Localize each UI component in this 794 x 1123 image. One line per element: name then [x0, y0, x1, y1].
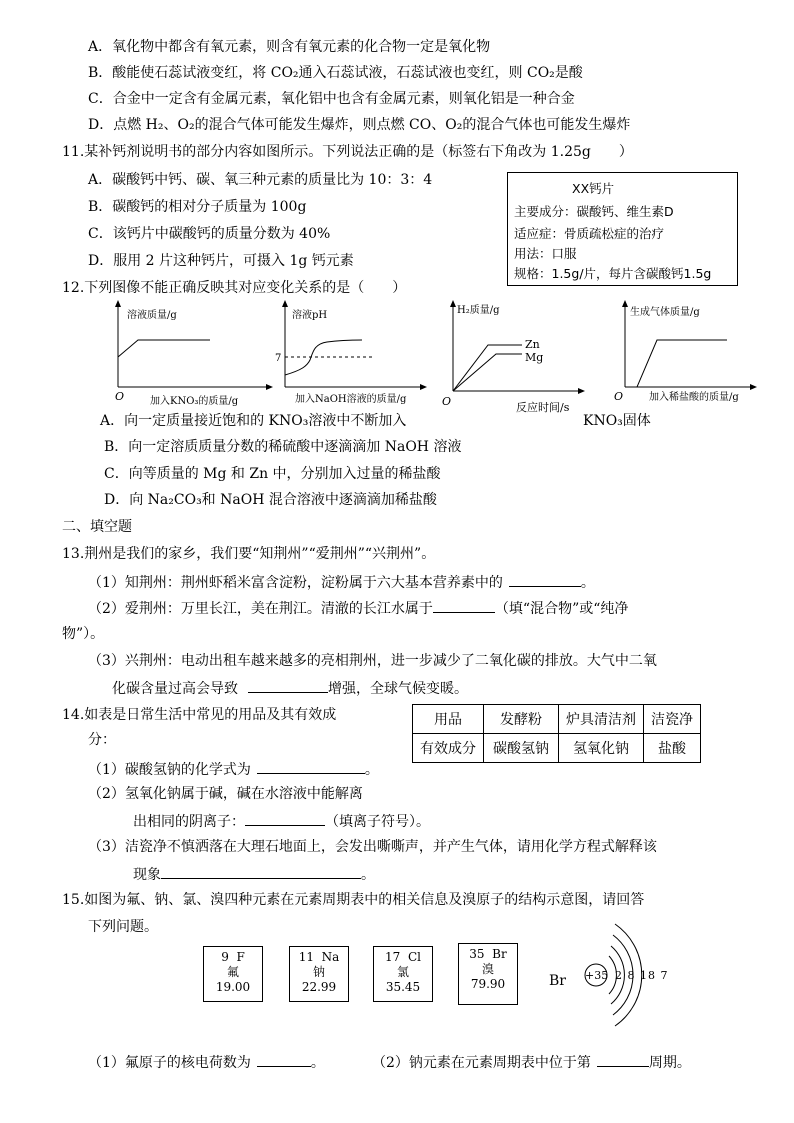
q11-stem: 11.某补钙剂说明书的部分内容如图所示。下列说法正确的是（标签右下角改为 1.25g ）: [62, 144, 633, 160]
q14-part1-end: 。: [364, 762, 379, 778]
q12-option-c: C．向等质量的 Mg 和 Zn 中，分别加入过量的稀盐酸: [104, 466, 441, 482]
graph3-ylabel: H₂质量/g: [457, 305, 500, 316]
q13-part2: [88, 598, 628, 618]
q11-option-d: D．服用 2 片这种钙片，可摄入 1g 钙元素: [88, 253, 354, 269]
q14-part2-cont-text: 出相同的阴离子：: [133, 814, 245, 830]
graph2-ylabel: 溶液pH: [292, 310, 328, 321]
q15-part1: [88, 1052, 325, 1072]
q15-part1-end: 。: [310, 1055, 325, 1071]
q13-part3-cont-text: 化碳含量过高会导致: [112, 681, 238, 697]
q10-option-a: A．氧化物中都含有氧元素，则含有氧元素的化合物一定是氧化物: [88, 39, 491, 55]
product-ingredient-table: [412, 704, 701, 763]
element-mass: 79.90: [470, 977, 506, 991]
q12-option-a-tail: KNO₃固体: [583, 413, 651, 429]
q12-option-a: A．向一定质量接近饱和的 KNO₃溶液中不断加入: [100, 413, 407, 429]
element-name: 溴: [481, 962, 494, 976]
q13-part2-end: （填“混合物”或“纯净: [494, 601, 629, 617]
element-number-symbol: 35 Br: [469, 947, 507, 961]
q12-stem: 12.下列图像不能正确反映其对应变化关系的是（ ）: [62, 280, 407, 296]
label-title: XX钙片: [572, 181, 615, 196]
label-line-indication: 适应症：骨质疏松症的治疗: [514, 226, 665, 241]
q13-answer1-blank[interactable]: [509, 572, 581, 587]
element-number-symbol: 17 Cl: [385, 950, 421, 964]
table-cell: 洁瓷净: [644, 705, 701, 734]
q14-part3: （3）洁瓷净不慎洒落在大理石地面上，会发出嘶嘶声，并产生气体，请用化学方程式解释该: [88, 839, 657, 855]
q14-part1: [88, 759, 379, 779]
q11-option-b: B．碳酸钙的相对分子质量为 100g: [88, 199, 307, 215]
element-card-chlorine: [373, 946, 433, 1002]
q11-option-a: A．碳酸钙中钙、碳、氧三种元素的质量比为 10：3：4: [88, 172, 433, 188]
q14-stem-cont: 分：: [88, 732, 116, 748]
table-cell: 盐酸: [644, 734, 701, 763]
q14-stem: 14.如表是日常生活中常见的用品及其有效成: [62, 707, 337, 723]
q13-part3-end: 增强，全球气候变暖。: [328, 681, 468, 697]
element-number-symbol: 9 F: [221, 950, 245, 964]
graph3-xlabel: 反应时间/s: [516, 401, 570, 414]
table-row: [413, 734, 701, 763]
graph-hydrogen-mass: [440, 298, 590, 414]
q13-part1: [88, 572, 595, 592]
q14-answer2-blank[interactable]: [245, 811, 325, 826]
q13-part2-text: （2）爱荆州：万里长江，美在荆江。清澈的长江水属于: [88, 601, 433, 617]
table-cell: 碳酸氢钠: [484, 734, 559, 763]
q15-answer1-blank[interactable]: [257, 1052, 311, 1067]
graph4-ylabel: 生成气体质量/g: [630, 307, 700, 318]
graph4-origin: O: [614, 390, 624, 403]
q10-option-b: B．酸能使石蕊试液变红，将 CO₂通入石蕊试液，石蕊试液也变红，则 CO₂是酸: [88, 65, 583, 81]
q10-option-d: D．点燃 H₂、O₂的混合气体可能发生爆炸，则点燃 CO、O₂的混合气体也可能发生爆炸: [88, 117, 631, 133]
graph1-xlabel: 加入KNO₃的质量/g: [150, 396, 239, 407]
q14-answer1-blank[interactable]: [257, 759, 365, 774]
graph-gas-mass: [612, 300, 762, 410]
element-mass: 22.99: [301, 980, 337, 994]
table-cell: 炉具清洁剂: [559, 705, 644, 734]
q14-part3-end: 。: [361, 867, 375, 883]
q13-part3-cont: [112, 678, 468, 698]
q15-stem-cont: 下列问题。: [88, 919, 158, 935]
graph3-origin: O: [442, 395, 452, 408]
graph3-series-mg: Mg: [525, 351, 544, 364]
q13-part1-end: 。: [580, 575, 595, 591]
q13-part2-cont: 物”）。: [62, 626, 105, 642]
q14-answer3-blank[interactable]: [161, 864, 361, 879]
q13-part3: （3）兴荆州：电动出租车越来越多的亮相荆州，进一步减少了二氧化碳的排放。大气中二氧: [88, 653, 657, 669]
q14-part2-cont: [133, 811, 430, 831]
graph4-xlabel: 加入稀盐酸的质量/g: [649, 392, 739, 403]
q14-part3-cont: [133, 864, 375, 884]
q11-option-c: C．该钙片中碳酸钙的质量分数为 40%: [88, 226, 331, 242]
table-header-row: [413, 705, 701, 734]
graph2-xlabel: 加入NaOH溶液的质量/g: [295, 394, 407, 405]
atom-nucleus-charge: +35: [585, 969, 609, 982]
bromine-atom-structure-diagram: [545, 918, 675, 1040]
element-mass: 19.00: [215, 980, 251, 994]
q13-answer2-blank[interactable]: [433, 598, 495, 613]
q15-answer2-blank[interactable]: [597, 1052, 649, 1067]
q12-option-d: D．向 Na₂CO₃和 NaOH 混合溶液中逐滴滴加稀盐酸: [104, 492, 437, 508]
q15-part2-end: 周期。: [648, 1055, 691, 1071]
q10-option-c: C．合金中一定含有金属元素，氧化铝中也含有金属元素，则氧化铝是一种合金: [88, 91, 575, 107]
table-cell: 用品: [413, 705, 484, 734]
table-cell: 氢氧化钠: [559, 734, 644, 763]
table-cell: 有效成分: [413, 734, 484, 763]
q14-part1-text: （1）碳酸氢钠的化学式为: [88, 762, 251, 778]
q12-option-b: B．向一定溶质质量分数的稀硫酸中逐滴滴加 NaOH 溶液: [104, 439, 462, 455]
graph1-ylabel: 溶液质量/g: [127, 310, 177, 321]
element-name: 钠: [312, 965, 325, 979]
element-mass: 35.45: [385, 980, 421, 994]
atom-symbol: Br: [549, 973, 566, 989]
graph3-series-zn: Zn: [525, 338, 540, 351]
label-line-ingredients: 主要成分：碳酸钙、维生素D: [514, 204, 674, 219]
label-line-usage: 用法：口服: [514, 246, 577, 261]
q15-stem: 15.如图为氟、钠、氯、溴四种元素在元素周期表中的相关信息及溴原子的结构示意图，请回答: [62, 892, 645, 908]
element-number-symbol: 11 Na: [298, 950, 340, 964]
element-card-fluorine: [203, 946, 263, 1002]
graph1-origin: O: [115, 390, 125, 403]
graph2-tick-7: 7: [275, 353, 282, 364]
element-card-bromine: [458, 943, 518, 1005]
table-cell: 发酵粉: [484, 705, 559, 734]
section-heading: 二、填空题: [62, 519, 132, 535]
graph-kno3-solution-mass: [105, 300, 275, 410]
graph-ph-change: [272, 300, 432, 410]
q15-part1-text: （1）氟原子的核电荷数为: [88, 1055, 251, 1071]
q14-part2: （2）氢氧化钠属于碱，碱在水溶液中能解离: [88, 786, 363, 802]
element-card-sodium: [289, 946, 349, 1002]
element-name: 氟: [226, 965, 239, 979]
q13-part1-text: （1）知荆州：荆州虾稻米富含淀粉，淀粉属于六大基本营养素中的: [88, 575, 503, 591]
element-name: 氯: [396, 965, 409, 979]
atom-electron-shells: 2 8 18 7: [615, 969, 669, 982]
q13-answer3-blank[interactable]: [248, 678, 328, 693]
label-line-spec: 规格：1.5g/片，每片含碳酸钙1.5g: [514, 266, 712, 281]
q13-stem: 13.荆州是我们的家乡，我们要“知荆州”“爱荆州”“兴荆州”。: [62, 546, 436, 562]
q15-part2-text: （2）钠元素在元素周期表中位于第: [372, 1055, 591, 1071]
q14-part3-cont-text: 现象: [133, 867, 161, 883]
q14-part2-end: （填离子符号）。: [325, 814, 430, 830]
calcium-tablet-label: [507, 172, 738, 286]
q15-part2: [372, 1052, 691, 1072]
